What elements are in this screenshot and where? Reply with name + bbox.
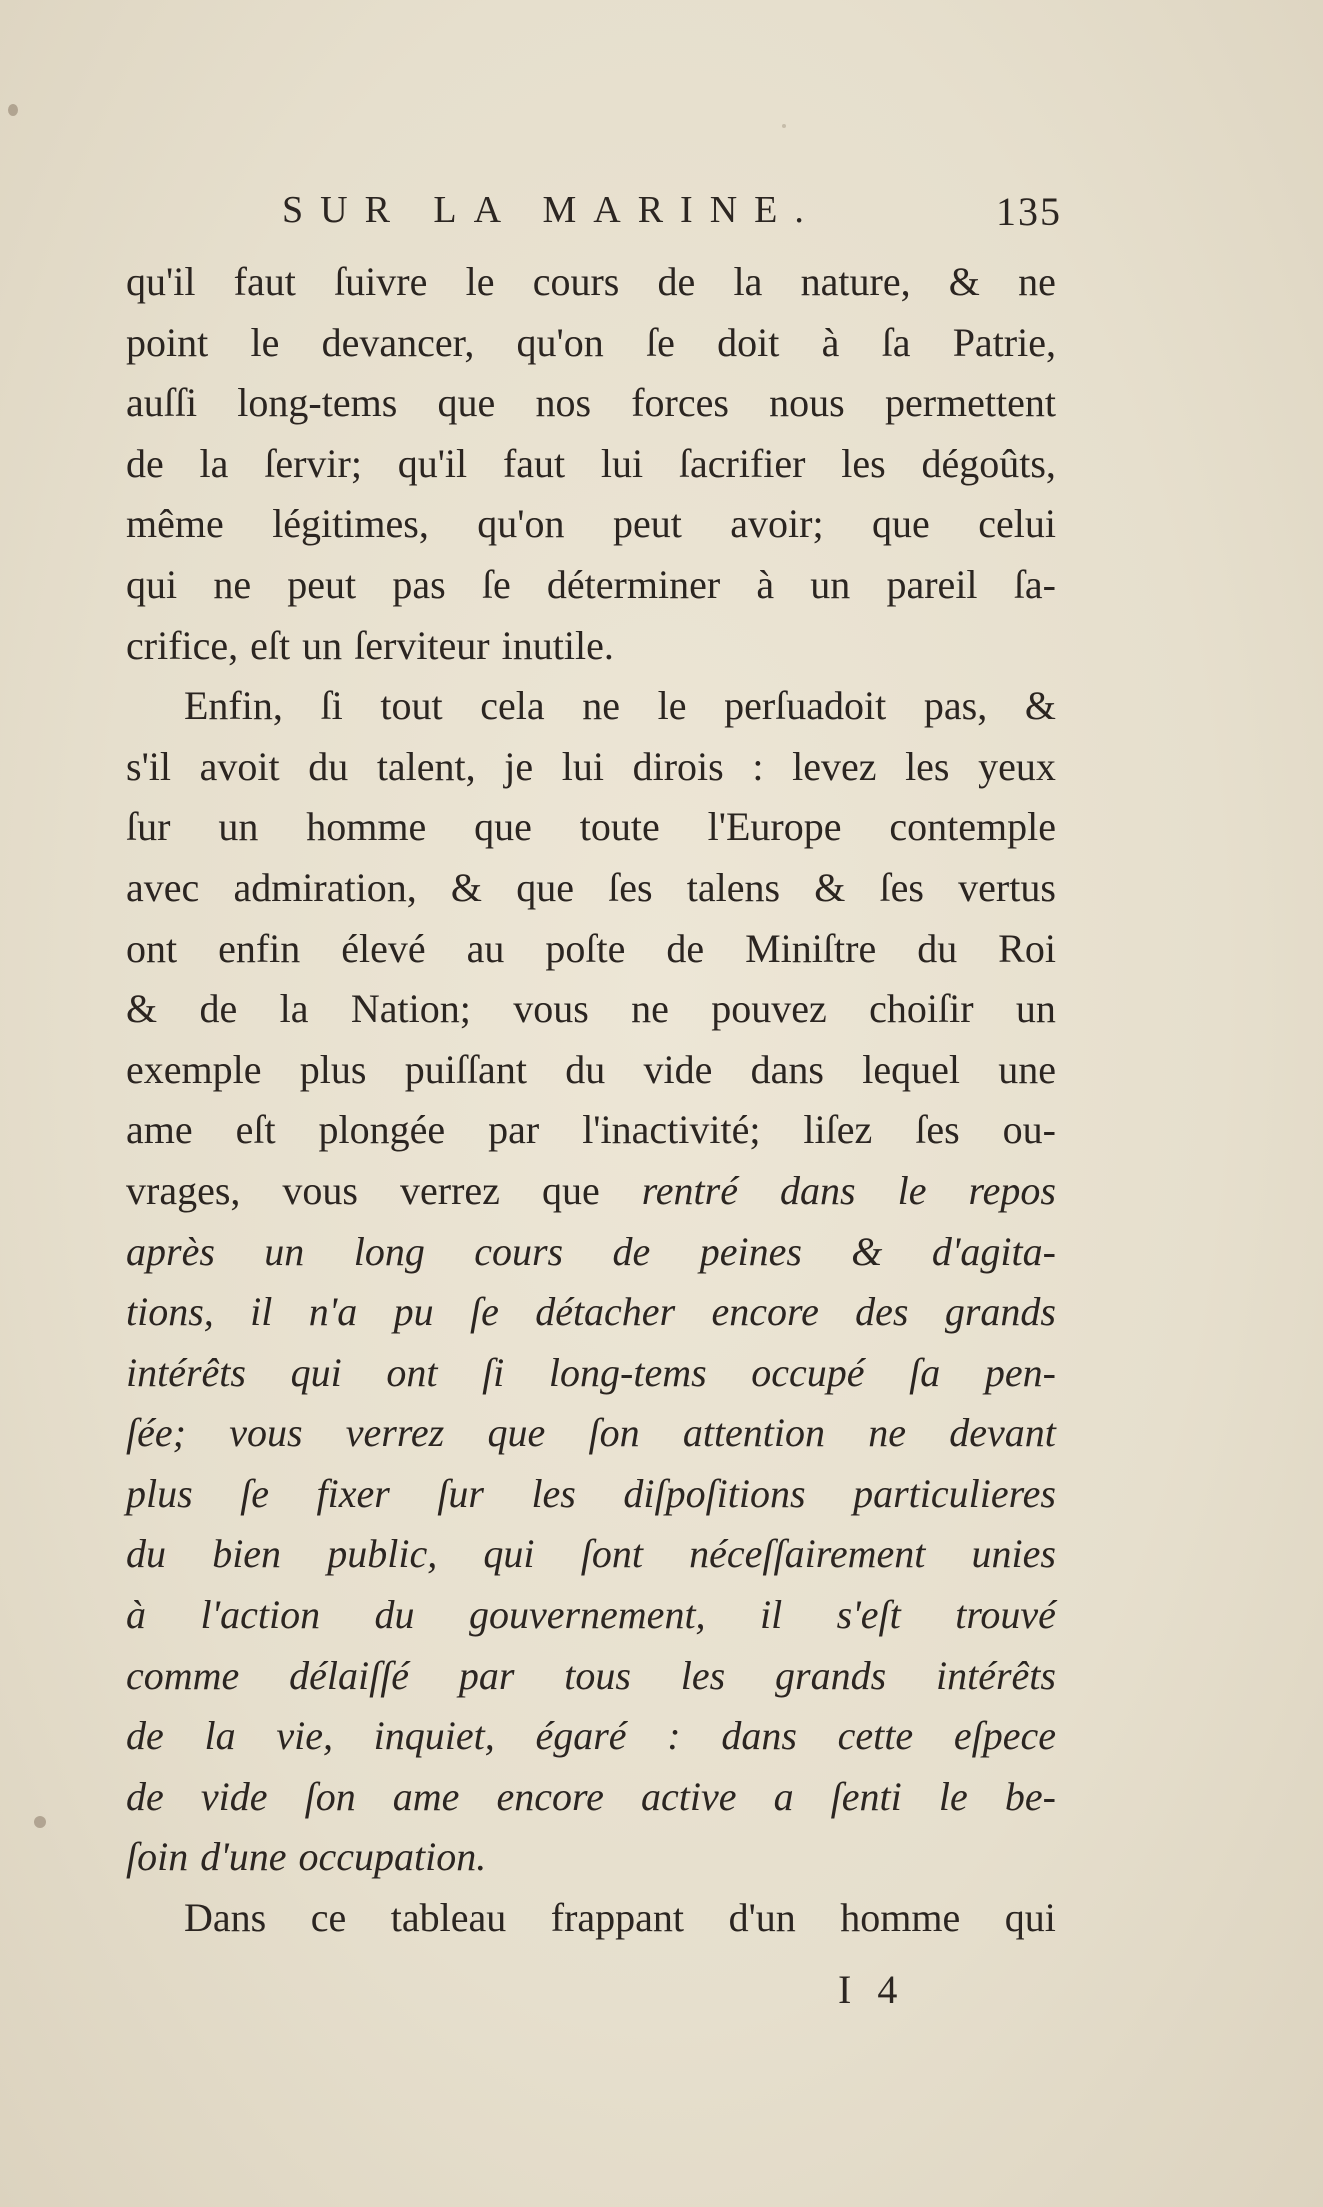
text-line: s'il avoit du talent, je lui dirois : levez les yeux bbox=[126, 743, 1056, 789]
text-line: ſoin d'une occupation. bbox=[126, 1834, 487, 1880]
text-line: de la ſervir; qu'il faut lui ſacrifier les dégoûts, bbox=[126, 440, 1056, 486]
text-line: du bien public, qui ſont néceſſairement unies bbox=[126, 1531, 1056, 1577]
text-line: & de la Nation; vous ne pouvez choiſir un bbox=[126, 986, 1056, 1032]
text-line: plus ſe fixer ſur les diſpoſitions particulieres bbox=[126, 1470, 1056, 1516]
text-line: comme délaiſſé par tous les grands intérêts bbox=[126, 1652, 1056, 1698]
text-line: ont enfin élevé au poſte de Miniſtre du Roi bbox=[126, 925, 1056, 971]
text-line: auſſi long-tems que nos forces nous permettent bbox=[126, 380, 1056, 426]
text-line: de la vie, inquiet, égaré : dans cette eſpece bbox=[126, 1713, 1056, 1759]
body-text bbox=[126, 252, 1056, 1949]
text-line: crifice, eſt un ſerviteur inutile. bbox=[126, 622, 614, 668]
text-line: ame eſt plongée par l'inactivité; liſez ſes ou- bbox=[126, 1107, 1056, 1153]
text-line: vrages, vous verrez que rentré dans le repos bbox=[126, 1167, 1056, 1213]
text-line: à l'action du gouvernement, il s'eſt trouvé bbox=[126, 1592, 1056, 1638]
signature-mark: I 4 bbox=[838, 1967, 906, 2012]
text-line: même légitimes, qu'on peut avoir; que celui bbox=[126, 501, 1056, 547]
text-line: exemple plus puiſſant du vide dans lequel une bbox=[126, 1046, 1056, 1092]
paper-speck bbox=[782, 124, 786, 128]
running-title: SUR LA MARINE. bbox=[282, 189, 821, 231]
text-line: ſée; vous verrez que ſon attention ne devant bbox=[126, 1410, 1056, 1456]
text-line: intérêts qui ont ſi long-tems occupé ſa pen- bbox=[126, 1349, 1056, 1395]
text-line: avec admiration, & que ſes talens & ſes vertus bbox=[126, 864, 1056, 910]
text-line: ſur un homme que toute l'Europe contemple bbox=[126, 804, 1056, 850]
paper-speck bbox=[8, 104, 18, 116]
text-line: point le devancer, qu'on ſe doit à ſa Patrie, bbox=[126, 319, 1056, 365]
page-number: 135 bbox=[996, 189, 1062, 234]
running-head bbox=[282, 188, 1062, 238]
text-line: après un long cours de peines & d'agita- bbox=[126, 1228, 1056, 1274]
paper-speck bbox=[34, 1816, 46, 1828]
text-line: Dans ce tableau frappant d'un homme qui bbox=[184, 1895, 1056, 1941]
text-line: tions, il n'a pu ſe détacher encore des grands bbox=[126, 1289, 1056, 1335]
text-line: de vide ſon ame encore active a ſenti le be- bbox=[126, 1773, 1056, 1819]
text-line: qui ne peut pas ſe déterminer à un pareil ſa- bbox=[126, 561, 1056, 607]
text-line: qu'il faut ſuivre le cours de la nature, & ne bbox=[126, 259, 1056, 304]
text-line: Enfin, ſi tout cela ne le perſuadoit pas, & bbox=[184, 683, 1056, 729]
